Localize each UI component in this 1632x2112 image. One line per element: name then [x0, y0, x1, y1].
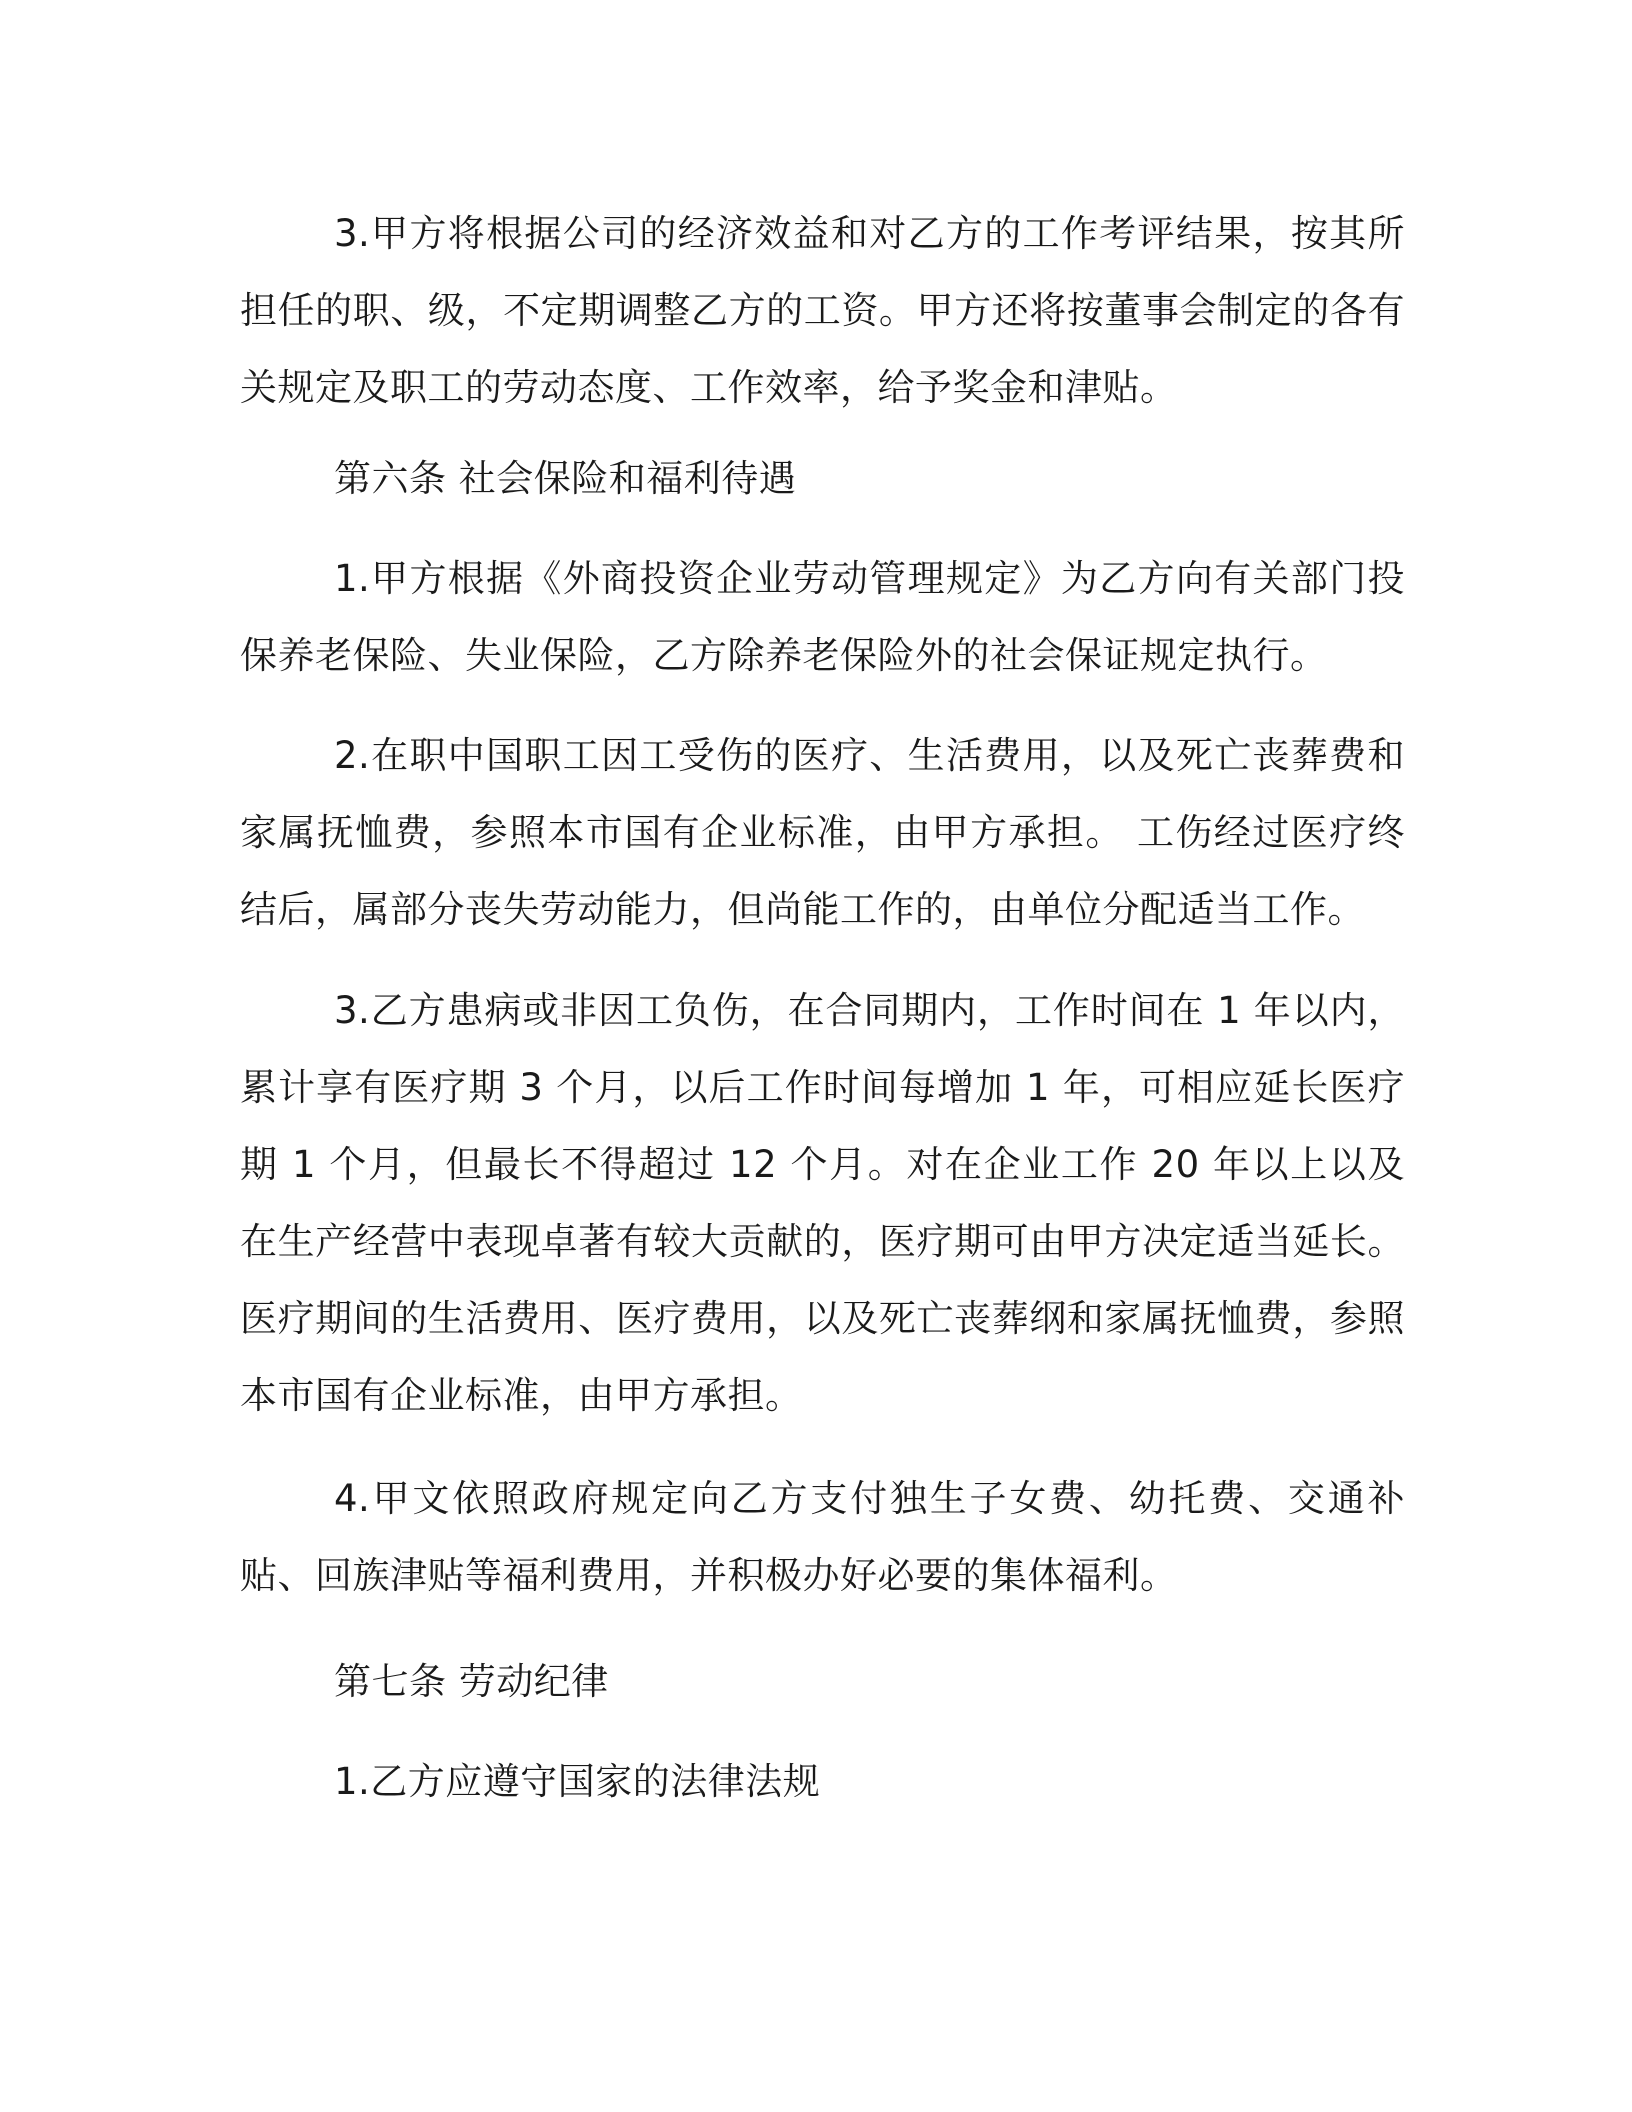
paragraph-pension-insurance: 1.甲方根据《外商投资企业劳动管理规定》为乙方向有关部门投保养老保险、失业保险，乙方除养老保险外的社会保证规定执行。 — [240, 557, 1405, 677]
paragraph-work-injury: 2.在职中国职工因工受伤的医疗、生活费用，以及死亡丧葬费和家属抚恤费，参照本市国有企业标准，由甲方承担。 工伤经过医疗终结后，属部分丧失劳动能力，但尚能工作的，由单位分配适当工作。 — [240, 734, 1405, 931]
paragraph-welfare-benefits: 4.甲文依照政府规定向乙方支付独生子女费、幼托费、交通补贴、回族津贴等福利费用，并积极办好必要的集体福利。 — [240, 1477, 1405, 1597]
section-heading-article-6: 第六条 社会保险和福利待遇 — [334, 457, 797, 500]
paragraph-obey-laws: 1.乙方应遵守国家的法律法规 — [334, 1760, 821, 1803]
paragraph-medical-period: 3.乙方患病或非因工负伤，在合同期内，工作时间在 1 年以内，累计享有医疗期 3 个月，以后工作时间每增加 1 年，可相应延长医疗期 1 个月，但最长不得超过 12 个月。对在企业工作 20 年以上以及在生产经营中表现卓著有较大贡献的，医疗期可由甲方决定适当延长。医疗期间的生活费用、医疗费用，以及死亡丧葬纲和家属抚恤费，参照本市国有企业标准，由甲方承担。 — [240, 989, 1405, 1417]
paragraph-salary-adjustment: 3.甲方将根据公司的经济效益和对乙方的工作考评结果，按其所担任的职、级，不定期调整乙方的工资。甲方还将按董事会制定的各有关规定及职工的劳动态度、工作效率，给予奖金和津贴。 — [240, 212, 1405, 409]
section-heading-article-7: 第七条 劳动纪律 — [334, 1660, 609, 1703]
